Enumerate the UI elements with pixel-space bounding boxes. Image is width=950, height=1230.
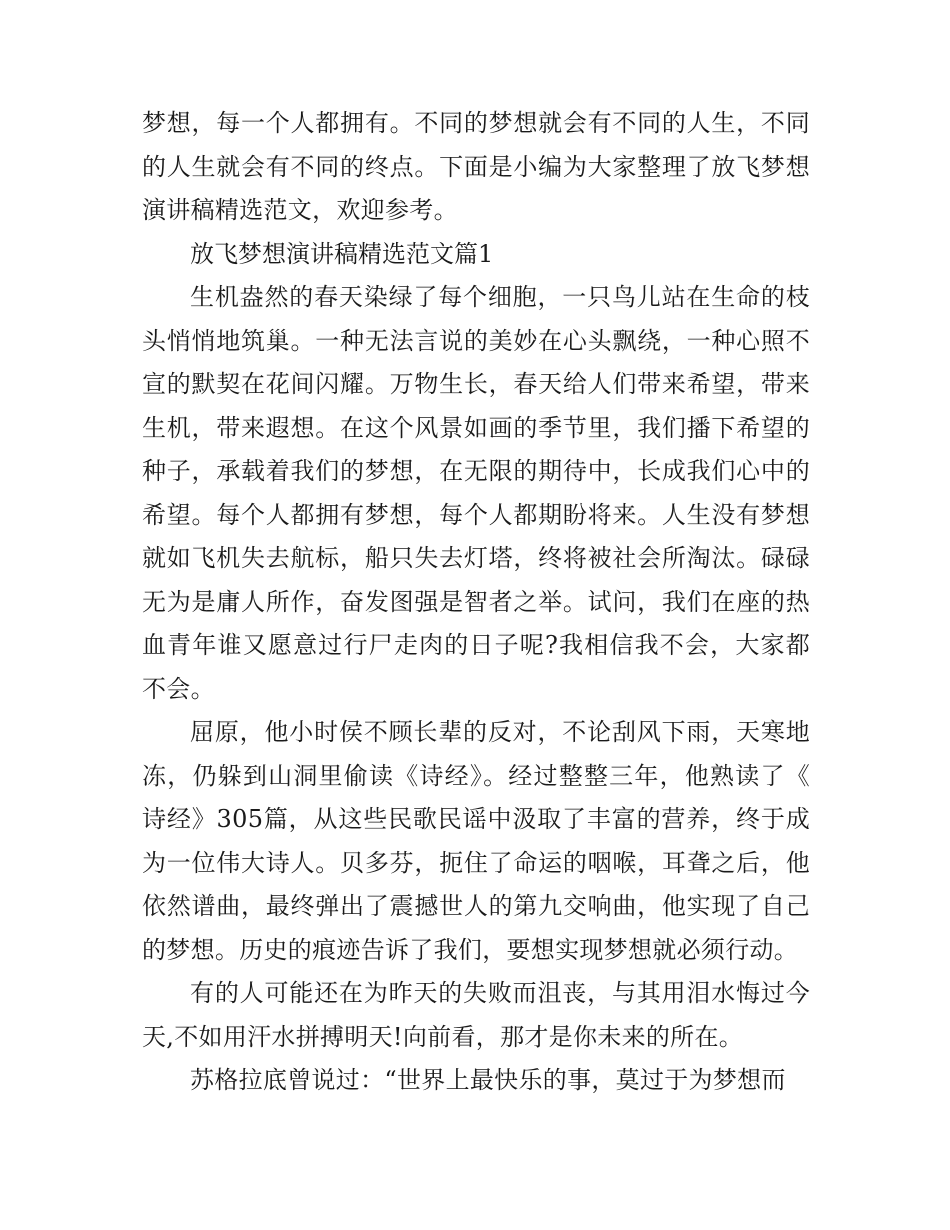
- body-paragraph-2: 屈原，他小时侯不顾长辈的反对，不论刮风下雨，天寒地冻，仍躲到山洞里偷读《诗经》。经过整整三年，他熟读了《诗经》305篇，从这些民歌民谣中汲取了丰富的营养，终于成为一位伟大诗人。贝多芬，扼住了命运的咽喉，耳聋之后，他依然谱曲，最终弹出了震撼世人的第九交响曲，他实现了自己的梦想。历史的痕迹告诉了我们，要想实现梦想就必须行动。: [142, 718, 810, 964]
- body-paragraph-3: 有的人可能还在为昨天的失败而沮丧，与其用泪水悔过今天,不如用汗水拼搏明天!向前看，那才是你未来的所在。: [142, 979, 810, 1051]
- document-page: [142, 102, 810, 1103]
- intro-paragraph: 梦想，每一个人都拥有。不同的梦想就会有不同的人生，不同的人生就会有不同的终点。下面是小编为大家整理了放飞梦想演讲稿精选范文，欢迎参考。: [142, 109, 810, 224]
- section-heading: 放飞梦想演讲稿精选范文篇1: [190, 239, 494, 268]
- body-paragraph-4: 苏格拉底曾说过：“世界上最快乐的事，莫过于为梦想而: [190, 1066, 786, 1094]
- body-paragraph-1: 生机盎然的春天染绿了每个细胞，一只鸟儿站在生命的枝头悄悄地筑巢。一种无法言说的美妙在心头飘绕，一种心照不宣的默契在花间闪耀。万物生长，春天给人们带来希望，带来生机，带来遐想。在这个风景如画的季节里，我们播下希望的种子，承载着我们的梦想，在无限的期待中，长成我们心中的希望。每个人都拥有梦想，每个人都期盼将来。人生没有梦想就如飞机失去航标，船只失去灯塔，终将被社会所淘汰。碌碌无为是庸人所作，奋发图强是智者之举。试问，我们在座的热血青年谁又愿意过行尸走肉的日子呢?我相信我不会，大家都不会。: [142, 283, 810, 703]
